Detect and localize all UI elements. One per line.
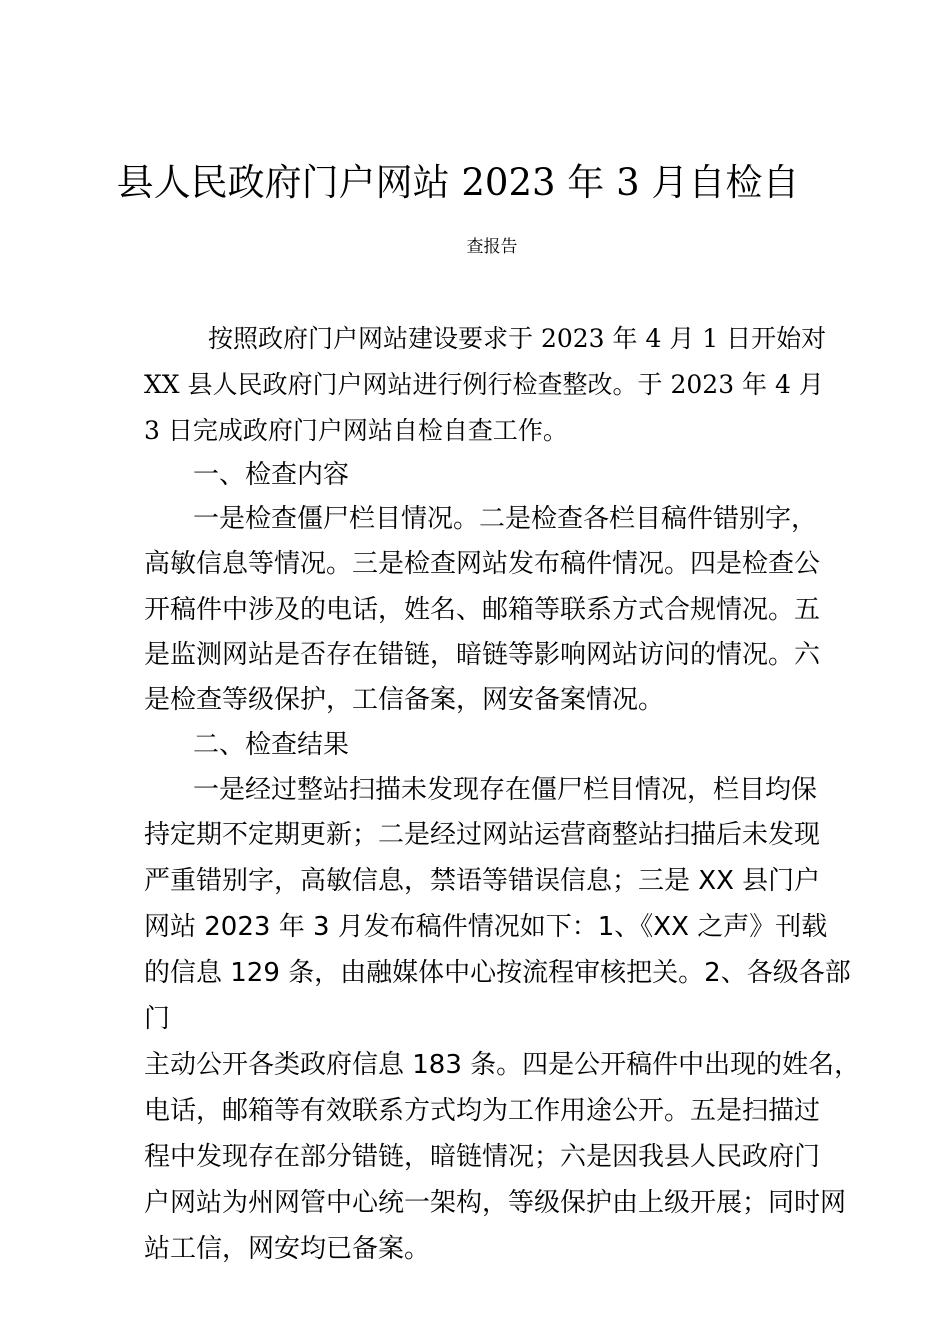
intro-line-3: 3 日完成政府门户网站自检自查工作。 xyxy=(144,416,568,445)
section2-line-9: 程中发现存在部分错链，暗链情况；六是因我县人民政府门 xyxy=(144,1142,821,1172)
intro-line-1: 按照政府门户网站建设要求于 2023 年 4 月 1 日开始对 xyxy=(208,324,827,353)
section2-line-6: 门 xyxy=(144,1004,171,1034)
section2-line-7: 主动公开各类政府信息 183 条。四是公开稿件中出现的姓名， xyxy=(144,1050,861,1080)
section1-line-1: 一是检查僵尸栏目情况。二是检查各栏目稿件错别字， xyxy=(193,504,818,534)
section-heading-inspection-results: 二、检查结果 xyxy=(193,730,350,760)
section2-line-1: 一是经过整站扫描未发现存在僵尸栏目情况，栏目均保 xyxy=(193,775,818,805)
section2-line-10: 户网站为州网管中心统一架构，等级保护由上级开展；同时网 xyxy=(144,1188,847,1218)
section2-line-4: 网站 2023 年 3 月发布稿件情况如下：1、《XX 之声》刊载 xyxy=(144,912,828,942)
section1-line-5: 是检查等级保护，工信备案，网安备案情况。 xyxy=(144,685,665,715)
section1-line-2: 高敏信息等情况。三是检查网站发布稿件情况。四是检查公 xyxy=(144,549,821,579)
section1-line-3: 开稿件中涉及的电话，姓名、邮箱等联系方式合规情况。五 xyxy=(144,595,821,625)
section2-line-5: 的信息 129 条，由融媒体中心按流程审核把关。2、各级各部 xyxy=(144,958,851,988)
section2-line-3: 严重错别字，高敏信息，禁语等错误信息；三是 XX 县门户 xyxy=(144,866,821,896)
section2-line-8: 电话，邮箱等有效联系方式均为工作用途公开。五是扫描过 xyxy=(144,1096,821,1126)
section2-line-11: 站工信，网安均已备案。 xyxy=(144,1234,431,1264)
document-title-line-1: 县人民政府门户网站 2023 年 3 月自检自 xyxy=(116,161,800,204)
section2-line-2: 持定期不定期更新；二是经过网站运营商整站扫描后未发现 xyxy=(144,820,821,850)
intro-line-2: XX 县人民政府门户网站进行例行检查整改。于 2023 年 4 月 xyxy=(144,370,824,399)
document-title-line-2: 查报告 xyxy=(466,237,518,257)
section1-line-4: 是监测网站是否存在错链，暗链等影响网站访问的情况。六 xyxy=(144,640,821,670)
section-heading-inspection-content: 一、检查内容 xyxy=(193,460,350,490)
